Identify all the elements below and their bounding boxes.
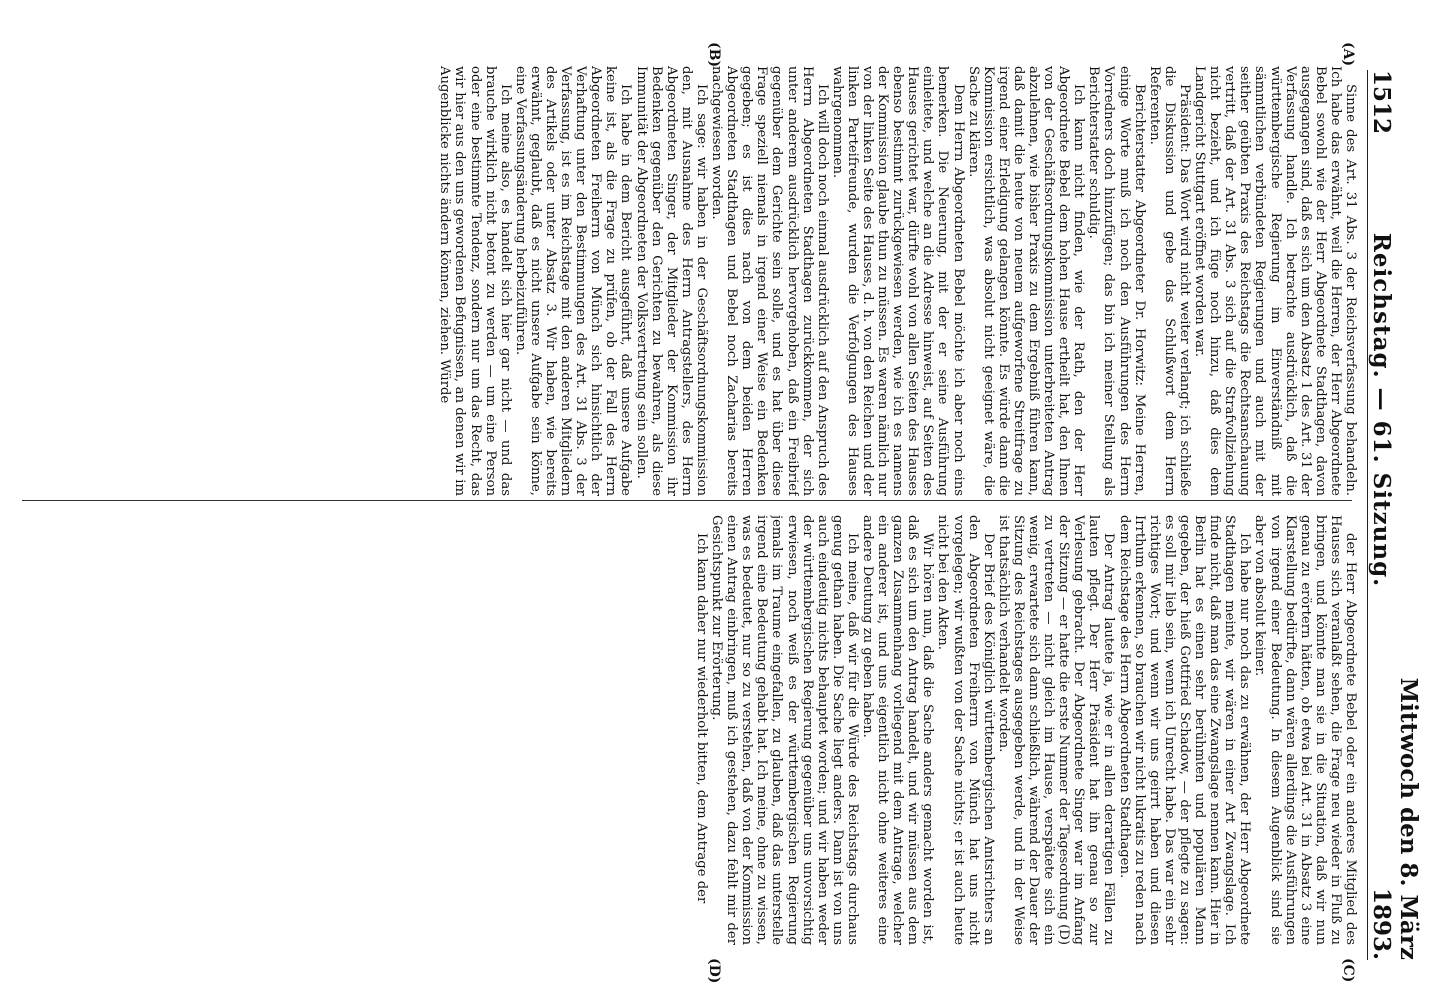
- paragraph: Der Brief des Königlich württembergischen Amtsrichters an den Abgeordneten Freiherrn von Münch hat uns nicht vorgelegen; wir wußten von der Sache nichts; er ist auch heute nicht bei den Akten.: [935, 515, 996, 945]
- paragraph: Sinne des Art. 31 Abs. 3 der Reichsverfassung behandeln. Ich habe das erwähnt, weil die Herren, der Herr Abgeordnete Bebel sowohl wie der Herr Abgeordnete Stadthagen, davon ausgegangen sind, daß es sich um den Absatz 1 des Art. 31 der Verfassung handle. Ich betrachte ausdrücklich, daß die württembergische Regierung im Einverständniß mit sämmtlichen verbündeten Regierungen und auch mit der seither geübten Praxis des Reichstags die Rechtsanschauung vertritt, daß der Art. 31 Abs. 3 sich auf die Strafvollziehung nicht bezieht, und ich füge noch hinzu, daß dies dem Landgericht Stuttgart eröffnet worden war.: [1192, 66, 1358, 496]
- paragraph: Wir hören nun, daß die Sache anders gemacht worden ist, daß es sich um den Antrag handelt, und wir müssen aus dem ganzen Zusammenhang vorliegend mit dem Antrage, welcher ein anderer ist, und uns eigentlich nicht ohne weiteres eine andere Deutung zu geben haben.: [860, 515, 936, 945]
- margin-marker-a: (A): [1340, 42, 1356, 67]
- paragraph: Ich meine also, es handelt sich hier gar nicht — und das brauche wirklich nicht betont zu werden — um eine Person oder eine bestimmte Tendenz, sondern nur um das Recht, das wir hier aus den uns gewordenen Befugnissen, an denen wir im Augenblicke nichts ändern können, ziehen. Würde: [437, 66, 513, 496]
- left-column: [18, 66, 1358, 496]
- paragraph: Präsident: Das Wort wird nicht weiter verlangt; ich schließe die Diskussion und gebe das Schlußwort dem Herrn Referenten.: [1146, 66, 1192, 496]
- paragraph: der Herr Abgeordnete Bebel oder ein anderes Mitglied des Hauses sich veranlaßt sehen, die Frage neu wieder in Fluß zu bringen, und könnte man sie in die Situation, daß wir nun genau zu erörtern hätten, ob etwa bei Art. 31 in Absatz 3 eine Klarstellung bedürfte, dann wären allerdings die Ausführungen von irgend einer Bedeutung. In diesem Augenblick sind sie aber von absolut keiner.: [1252, 515, 1358, 945]
- paragraph: Ich habe in dem Bericht ausgeführt, daß unsere Aufgabe keine ist, als die Frage zu prüfen, ob der Fall des Herrn Abgeordneten Freiherrn von Münch sich hinsichtlich der Verhaftung unter den Bestimmungen des Art. 31 Abs. 3 der Verfassung, ist es im Reichstage mit den anderen Mitgliedern des Artikels oder unter Absatz 3. Wir haben, wie bereits erwähnt, geglaubt, daß es nicht unsere Aufgabe sein könne, eine Verfassungsänderung herbeizuführen.: [512, 66, 634, 496]
- margin-marker-b: (B): [706, 42, 722, 68]
- paragraph: Ich kann nicht finden, wie der Rath, den der Herr Abgeordnete Bebel dem hohen Hause ertheilt hat, den Ihnen von der Geschäftsordnungskommission unterbreiteten Antrag abzulehnen, wie bisher Praxis zu dem Ergebniß führen kann, daß damit die heute von neuem aufgeworfene Streitfrage zu irgend einer Erledigung gelangen könnte. Es würde dann die Kommission ersichtlich, was absolut nicht geeignet wäre, die Sache zu klären.: [965, 66, 1087, 496]
- page-number: 1512: [1368, 70, 1395, 135]
- paragraph: Dem Herrn Abgeordneten Bebel möchte ich aber noch eins bemerken. Die Neuerung, mit der er seine Ausführung einleitete, und welche an die Adresse hinweist, auf Seiten des Hauses gerichtet war, dürfte wohl von allen Seiten des Hauses ebenso bestimmt zurückgewiesen werden, wie ich es namens der Kommission glaube thun zu müssen. Es waren nämlich nur von der linken Seite des Hauses, d. h. von den Reichen und der linken Parteifreunde, wurden die Verfolgungen des Hauses wahrgenommen.: [829, 66, 966, 496]
- paragraph: Ich habe nur noch das zu erwähnen, der Herr Abgeordnete Stadthagen meinte, wir wären in einer Art Zwangslage. Ich finde nicht, daß man das eine Zwangslage nennen kann. Hier in Berlin hat es einen sehr berühmten und populären Mann gegeben, der hieß Gottfried Schadow, — der pflegte zu sagen: es soll mir lieb sein, wenn ich Unrecht habe. Das war ein sehr richtiges Wort; und wenn wir uns geirrt haben und diesen Irrthum erkennen, so brauchen wir nicht lukratis zu reden nach dem Reichstage des Herrn Abgeordneten Stadthagen.: [1116, 515, 1253, 945]
- margin-marker-d: (D): [706, 958, 722, 984]
- paragraph: Ich sage: wir haben in der Geschäftsordnungskommission den, mit Ausnahme des Herrn Antragstellers, des Herrn Abgeordneten Singer, der Mitglieder der Kommission ihr Bedenken gegenüber den Gerichten zu bewahren, als diese Immunität der Abgeordneten der Volksvertretung sein sollen.: [633, 66, 709, 496]
- session-title: Reichstag. — 61. Sitzung.: [1368, 232, 1395, 588]
- right-column: [18, 515, 1358, 945]
- session-date: Mittwoch den 8. März 1893.: [1368, 677, 1422, 960]
- column-divider: [22, 500, 1352, 501]
- paragraph: Ich kann daher nur wiederholt bitten, dem Antrage der: [693, 533, 709, 904]
- running-head: [1367, 70, 1422, 960]
- paragraph: Der Antrag lautete ja, wie er in allen derartigen Fällen zu lauten pflegt. Der Herr Präsident hat ihn genau so zur Verlesung gebracht. Der Abgeordnete Singer war im Anfang der Sitzung — er hatte die erste Nummer der Tagesordnung (D) zu vertreten — nicht gleich im Hause, verspätete sich ein wenig, erwartete sich dann schließlich, während der Dauer der Sitzung des Reichstages ausgegeben werde, und in der Weise ist thatsächlich verhandelt worden.: [995, 515, 1117, 945]
- margin-marker-c: (C): [1340, 958, 1356, 983]
- paragraph: Ich meine, daß wir für die Würde des Reichstags durchaus genug gethan haben. Die Sache liegt anders. Dann ist von uns auch eindeutig nichts behauptet worden; und wir haben weder der württembergischen Regierung gegenüber uns unvorsichtig erwiesen, noch weiß es der württembergischen Regierung jemals im Traume eingefallen, zu glauben, daß das unterstelle irgend eine Bedeutung gehabt hat. Ich meine, ohne zu wissen, was es bedeutet, nur so zu verstehen, daß von der Kommission einen Antrag einbringen, muß ich gestehen, dazu fehlt mir der Gesichtspunkt zur Erörterung.: [709, 515, 860, 945]
- paragraph: Ich will doch noch einmal ausdrücklich auf den Anspruch des Herrn Abgeordneten Stadthagen zurückkommen, der sich unter anderem ausdrücklich hervorgehoben, daß ein Freibrief gegenüber dem Gerichte sein solle, und es hat über diese Frage speziell niemals in irgend einer Weise ein Bedenken gegeben; es ist dies nach von dem beiden Herren Abgeordneten Stadthagen und Bebel noch Zacharias bereits nachgewiesen worden.: [709, 66, 830, 496]
- paragraph: Berichterstatter Abgeordneter Dr. Horwitz: Meine Herren, einige Worte muß ich noch den Ausführungen des Herrn Vorredners doch hinzufügen; das bin ich meiner Stellung als Berichterstatter schuldig.: [1086, 66, 1147, 496]
